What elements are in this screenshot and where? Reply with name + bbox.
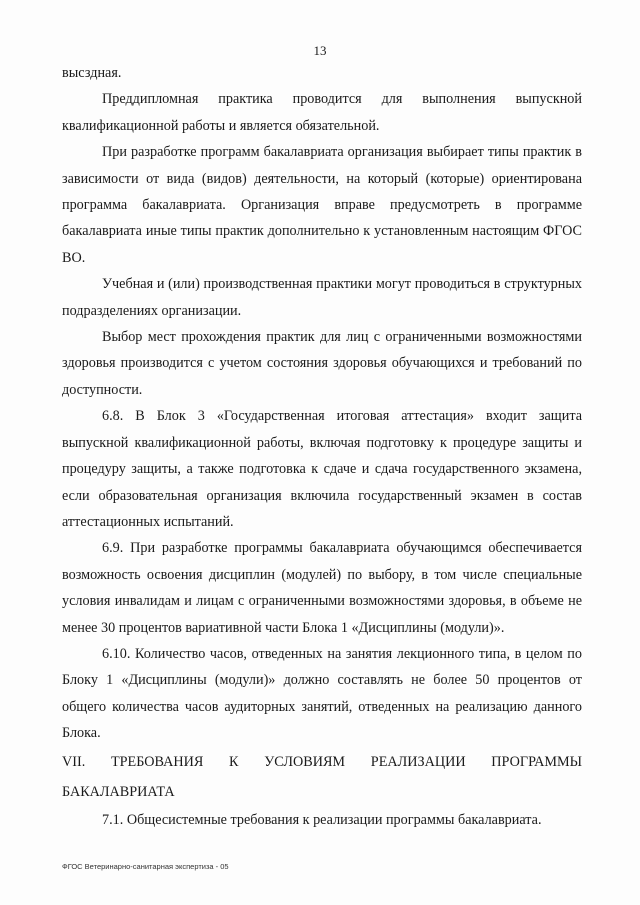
paragraph-prediploma-practice: Преддипломная практика проводится для выполнения выпускной квалификационной работы и является обязательной. [62, 91, 582, 134]
page-footer: ФГОС Ветеринарно-санитарная экспертиза - 05 [62, 862, 229, 871]
paragraph-practice-types: При разработке программ бакалавриата организация выбирает типы практик в зависимости от вида (видов) деятельности, на который (которые) ориентирована программа бакалавриата. Организация вправе предусмотреть в программе бакалавриата иные типы практик дополнительно к установленным настоящим ФГОС ВО. [62, 144, 582, 266]
paragraph-6-9: 6.9. При разработке программы бакалавриата обучающимся обеспечивается возможность освоения дисциплин (модулей) по выбору, в том числе специальные условия инвалидам и лицам с ограниченными возможностями здоровья, в объеме не менее 30 процентов вариативной части Блока 1 «Дисциплины (модули)». [62, 540, 582, 636]
paragraph-continuation: высздная. [62, 65, 122, 81]
page-number: 13 [313, 43, 327, 58]
paragraph-6-8: 6.8. В Блок 3 «Государственная итоговая аттестация» входит защита выпускной квалификационной работы, включая подготовку к процедуре защиты и процедуру защиты, а также подготовка к сдаче и сдача государственного экзамена, если образовательная организация включила государственный экзамен в состав аттестационных испытаний. [62, 408, 582, 530]
paragraph-disability-practice: Выбор мест прохождения практик для лиц с ограниченными возможностями здоровья производится с учетом состояния здоровья обучающихся и требований по доступности. [62, 329, 582, 398]
document-body [62, 60, 582, 833]
paragraph-structural-units: Учебная и (или) производственная практики могут проводиться в структурных подразделениях организации. [62, 276, 582, 319]
paragraph-6-10: 6.10. Количество часов, отведенных на занятия лекционного типа, в целом по Блоку 1 «Дисциплины (модули)» должно составлять не более 50 процентов от общего количества часов аудиторных занятий, отведенных на реализацию данного Блока. [62, 645, 582, 742]
section-heading: VII. ТРЕБОВАНИЯ К УСЛОВИЯМ РЕАЛИЗАЦИИ ПРОГРАММЫ БАКАЛАВРИАТА [62, 753, 582, 800]
paragraph-7-1: 7.1. Общесистемные требования к реализации программы бакалавриата. [102, 811, 542, 828]
